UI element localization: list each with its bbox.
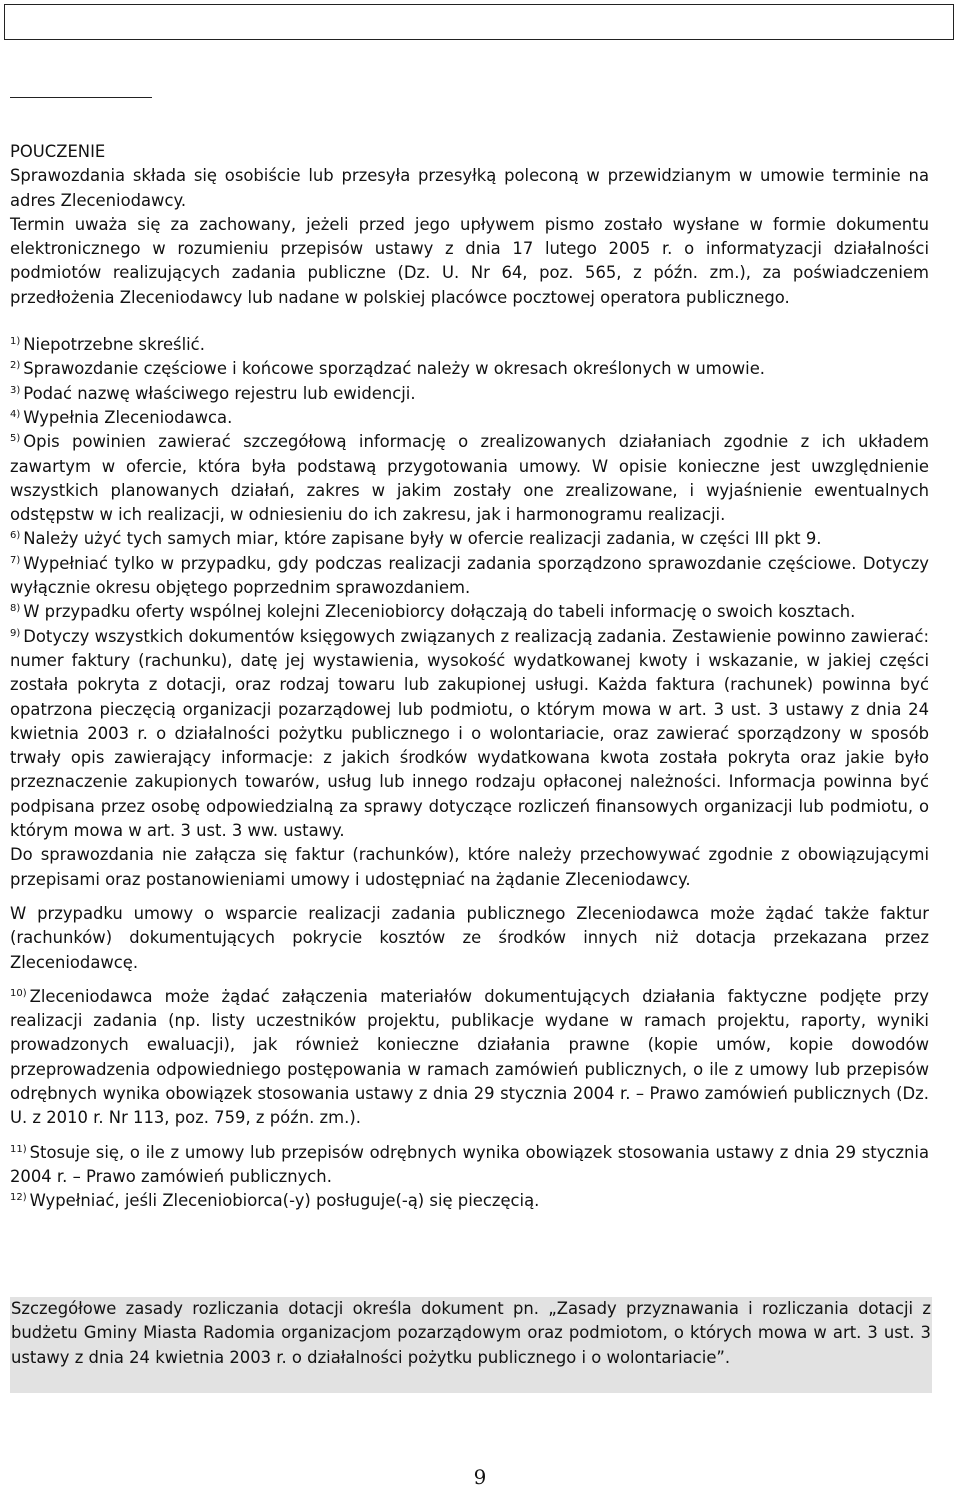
page-number: 9 bbox=[473, 1465, 487, 1489]
footnote-text: Opis powinien zawierać szczegółową informację o zrealizowanych działaniach zgodnie z ich układem zawartym w ofercie, która była podstawą przygotowania umowy. W opisie konieczne jest uwzględnienie wszystkich planowanych działań, zakres w jakim zostały one zrealizowane, i wyjaśnienie ewentualnych odstępstw w ich realizacji, w odniesieniu do ich zakresu, jak i harmonogramu realizacji. bbox=[10, 432, 929, 525]
footnote-mark: 11) bbox=[10, 1143, 27, 1155]
footnote-5 bbox=[10, 430, 929, 527]
footnote-text: Sprawozdanie częściowe i końcowe sporządzać należy w okresach określonych w umowie. bbox=[23, 359, 765, 379]
footnote-mark: 4) bbox=[10, 408, 21, 420]
footnote-11 bbox=[10, 1141, 929, 1190]
footnote-9-invoices-note: Do sprawozdania nie załącza się faktur (rachunków), które należy przechowywać zgodnie z obowiązującymi przepisami oraz postanowieniami umowy i udostępniać na żądanie Zleceniodawcy. bbox=[10, 845, 929, 889]
footnote-text: Wypełniać tylko w przypadku, gdy podczas realizacji zadania sporządzono sprawozdanie częściowe. Dotyczy wyłącznie okresu objętego poprzednim sprawozdaniem. bbox=[10, 553, 929, 598]
footnote-text: W przypadku oferty wspólnej kolejni Zleceniobiorcy dołączają do tabeli informację o swoich kosztach. bbox=[23, 602, 856, 622]
footnote-mark: 1) bbox=[10, 336, 21, 348]
footnote-9 bbox=[10, 625, 929, 844]
footnote-mark: 5) bbox=[10, 433, 21, 445]
footnote-1 bbox=[10, 333, 929, 357]
footnote-text: Zleceniodawca może żądać załączenia materiałów dokumentujących działania faktyczne podjęte przy realizacji zadania (np. listy uczestników projektu, publikacje wydane w ramach projektu, raporty, wyniki prowadzonych ewaluacji), jak również konieczne działania prawne (kopie umów, kopie dowodów przeprowadzenia odpowiedniego postępowania w ramach zamówień publicznych, o ile z umowy lub przepisów odrębnych wynika obowiązek stosowania ustawy z dnia 29 stycznia 2004 r. – Prawo zamówień publicznych (Dz. U. z 2010 r. Nr 113, poz. 759, z późn. zm.). bbox=[10, 986, 929, 1128]
footnote-3 bbox=[10, 382, 929, 406]
footnote-separator-line bbox=[10, 97, 152, 98]
footnote-8 bbox=[10, 600, 929, 624]
footnote-2 bbox=[10, 357, 929, 381]
top-frame-box bbox=[4, 4, 954, 40]
footnote-7 bbox=[10, 552, 929, 601]
shaded-settlement-note bbox=[10, 1297, 932, 1393]
footnote-mark: 12) bbox=[10, 1192, 27, 1204]
section-heading: POUCZENIE bbox=[10, 142, 106, 161]
footnote-text: Należy użyć tych samych miar, które zapisane były w ofercie realizacji zadania, w części III pkt 9. bbox=[23, 529, 822, 549]
footnote-4 bbox=[10, 406, 929, 430]
footnote-10 bbox=[10, 985, 929, 1131]
footnote-mark: 2) bbox=[10, 360, 21, 372]
paragraph-deadline: Termin uważa się za zachowany, jeżeli przed jego upływem pismo zostało wysłane w formie dokumentu elektronicznego w rozumieniu przepisów ustawy z dnia 17 lutego 2005 r. o informatyzacji działalności podmiotów realizujących zadania publiczne (Dz. U. Nr 64, poz. 565, z późn. zm.), za poświadczeniem przedłożenia Zleceniodawcy lub nadane w polskiej placówce pocztowej operatora publicznego. bbox=[10, 214, 929, 307]
footnote-mark: 8) bbox=[10, 603, 21, 615]
footnote-mark: 6) bbox=[10, 530, 21, 542]
footnote-text: Wypełnia Zleceniodawca. bbox=[23, 407, 233, 427]
footnote-mark: 9) bbox=[10, 627, 21, 639]
shaded-note-text: Szczegółowe zasady rozliczania dotacji określa dokument pn. „Zasady przyznawania i rozliczania dotacji z budżetu Gminy Miasta Radomia organizacjom pozarządowym oraz podmiotom, o których mowa w art. 3 ust. 3 ustawy z dnia 24 kwietnia 2003 r. o działalności pożytku publicznego i o wolontariacie”. bbox=[11, 1299, 931, 1367]
footnote-6 bbox=[10, 527, 929, 551]
footnote-12 bbox=[10, 1189, 929, 1213]
paragraph-submission: Sprawozdania składa się osobiście lub przesyła przesyłką poleconą w przewidzianym w umowie terminie na adres Zleceniodawcy. bbox=[10, 166, 929, 210]
footnote-mark: 10) bbox=[10, 987, 27, 999]
footnote-mark: 3) bbox=[10, 384, 21, 396]
footnote-text: Dotyczy wszystkich dokumentów księgowych związanych z realizacją zadania. Zestawienie powinno zawierać: numer faktury (rachunku), datę jej wystawienia, wysokość wydatkowanej kwoty i wskazanie, w jakiej części została pokryta z dotacji, oraz rodzaj towaru lub zakupionej usługi. Każda faktura (rachunek) powinna być opatrzona pieczęcią organizacji pozarządowej lub podmiotu, o którym mowa w art. 3 ust. 3 ustawy z dnia 24 kwietnia 2003 r. o działalności pożytku publicznego i o wolontariacie, oraz zawierać sporządzony w sposób trwały opis zawierający informacje: z jakich środków wydatkowana kwota została pokryta oraz jakie było przeznaczenie zakupionych towarów, usług lub innego rodzaju opłaconej należności. Informacja powinna być podpisana przez osobę odpowiedzialną za sprawy dotyczące rozliczeń finansowych organizacji lub podmiotu, o którym mowa w art. 3 ust. 3 ww. ustawy. bbox=[10, 626, 929, 841]
instructions-section bbox=[10, 140, 929, 1213]
footnote-9-support-note: W przypadku umowy o wsparcie realizacji zadania publicznego Zleceniodawca może żądać także faktur (rachunków) dokumentujących pokrycie kosztów ze środków innych niż dotacja przekazana przez Zleceniodawcę. bbox=[10, 903, 929, 972]
footnote-text: Stosuje się, o ile z umowy lub przepisów odrębnych wynika obowiązek stosowania ustawy z dnia 29 stycznia 2004 r. – Prawo zamówień publicznych. bbox=[10, 1142, 929, 1186]
footnote-text: Niepotrzebne skreślić. bbox=[23, 335, 205, 355]
footnote-mark: 7) bbox=[10, 554, 21, 566]
footnote-text: Podać nazwę właściwego rejestru lub ewidencji. bbox=[23, 383, 416, 403]
footnote-text: Wypełniać, jeśli Zleceniobiorca(-y) posługuje(-ą) się pieczęcią. bbox=[29, 1191, 540, 1211]
